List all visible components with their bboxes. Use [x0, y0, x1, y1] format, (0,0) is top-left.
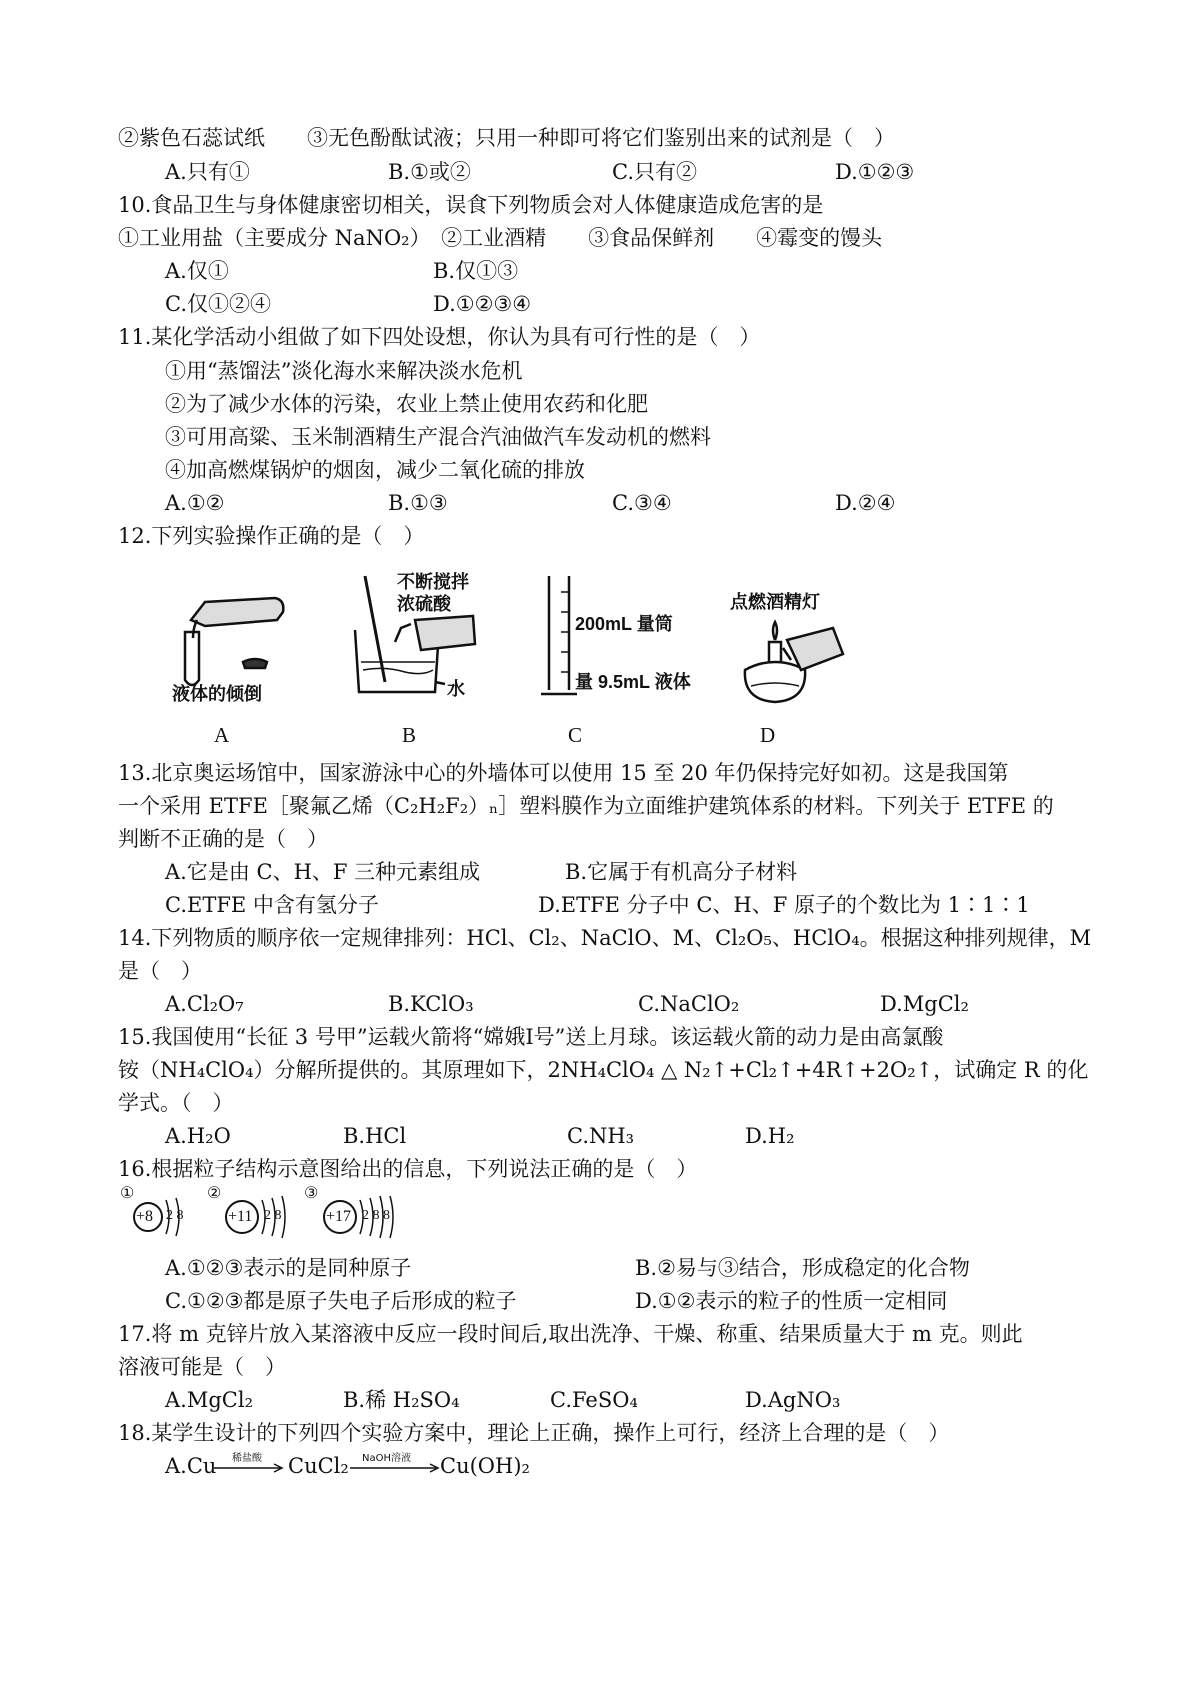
q10-option-a: A.仅①: [165, 259, 229, 283]
atom-2-nucleus: +11: [228, 1208, 253, 1225]
figure-d-lamp: [735, 600, 855, 710]
atom-1-nucleus: +8: [136, 1208, 154, 1225]
q18-a-end: Cu(OH)₂: [440, 1454, 530, 1478]
q15-stem-1: 15.我国使用“长征 3 号甲”运载火箭将“嫦娥Ⅰ号”送上月球。该运载火箭的动力是由高氯酸: [118, 1025, 944, 1049]
q11-option-d: D.②④: [835, 491, 896, 515]
q11-item-3: ③可用高粱、玉米制酒精生产混合汽油做汽车发动机的燃料: [165, 425, 711, 449]
q11-item-2: ②为了减少水体的污染，农业上禁止使用农药和化肥: [165, 392, 648, 416]
q11-option-b: B.①③: [388, 491, 448, 515]
figure-letter-a: A: [214, 723, 230, 747]
q17-option-c: C.FeSO₄: [550, 1388, 638, 1412]
figure-c-caption-cylinder: 200mL 量筒: [575, 614, 673, 634]
atom-3-shells: 2 8 8: [362, 1208, 390, 1223]
q17-option-d: D.AgNO₃: [745, 1388, 841, 1412]
q11-stem: 11.某化学活动小组做了如下四处设想，你认为具有可行性的是（ ）: [118, 325, 761, 349]
q12-stem: 12.下列实验操作正确的是（ ）: [118, 524, 425, 548]
q15-option-c: C.NH₃: [567, 1124, 635, 1148]
q17-stem-2: 溶液可能是（ ）: [118, 1355, 286, 1379]
q18-a-start: A.Cu: [165, 1454, 217, 1478]
q9-option-d: D.①②③: [835, 160, 915, 184]
q17-option-a: A.MgCl₂: [165, 1388, 253, 1412]
q14-option-a: A.Cl₂O₇: [165, 992, 244, 1016]
atom-3-label: ③: [304, 1185, 319, 1202]
figure-b-caption-water: 水: [447, 679, 465, 699]
q14-option-c: C.NaClO₂: [638, 992, 740, 1016]
q9-option-b: B.①或②: [388, 160, 471, 184]
q15-stem-2: 铵（NH₄ClO₄）分解所提供的。其原理如下，2NH₄ClO₄ △ N₂↑+Cl₂↑+4R↑+2O₂↑，试确定 R 的化: [118, 1058, 1089, 1082]
q16-option-d: D.①②表示的粒子的性质一定相同: [635, 1289, 948, 1313]
q18-a-mid: CuCl₂: [288, 1454, 349, 1478]
atom-2-label: ②: [207, 1185, 222, 1202]
q13-stem-1: 13.北京奥运场馆中，国家游泳中心的外墙体可以使用 15 至 20 年仍保持完好如初。这是我国第: [118, 761, 1009, 785]
figure-letter-b: B: [402, 723, 417, 747]
q18-stem: 18.某学生设计的下列四个实验方案中，理论上正确，操作上可行，经济上合理的是（ ）: [118, 1421, 950, 1445]
figure-letter-c: C: [568, 723, 583, 747]
q16-option-c: C.①②③都是原子失电子后形成的粒子: [165, 1289, 517, 1313]
q15-option-b: B.HCl: [343, 1124, 407, 1148]
q18-a-reagent-2: NaOH溶液: [362, 1453, 411, 1464]
q17-stem-1: 17.将 m 克锌片放入某溶液中反应一段时间后,取出洗净、干燥、称重、结果质量大于 m 克。则此: [118, 1322, 1023, 1346]
q11-option-c: C.③④: [612, 491, 672, 515]
q13-option-c: C.ETFE 中含有氢分子: [165, 893, 379, 917]
figure-b-caption-acid: 浓硫酸: [397, 594, 451, 614]
q18-a-arrow-1: [214, 1462, 286, 1474]
q18-a-reagent-1: 稀盐酸: [232, 1453, 262, 1464]
q9-tail: ②紫色石蕊试纸 ③无色酚酞试液；只用一种即可将它们鉴别出来的试剂是（ ）: [118, 126, 895, 150]
q14-option-b: B.KClO₃: [388, 992, 474, 1016]
q10-stem: 10.食品卫生与身体健康密切相关，误食下列物质会对人体健康造成危害的是: [118, 193, 824, 217]
q13-option-a: A.它是由 C、H、F 三种元素组成: [165, 860, 481, 884]
atom-1-label: ①: [120, 1185, 135, 1202]
q9-option-a: A.只有①: [165, 160, 250, 184]
q11-option-a: A.①②: [165, 491, 225, 515]
q13-option-b: B.它属于有机高分子材料: [565, 860, 798, 884]
figure-d-caption: 点燃酒精灯: [730, 592, 820, 612]
atom-2-shells: 2 8: [264, 1208, 282, 1223]
q16-option-a: A.①②③表示的是同种原子: [165, 1256, 412, 1280]
q14-option-d: D.MgCl₂: [880, 992, 969, 1016]
q16-option-b: B.②易与③结合，形成稳定的化合物: [635, 1256, 970, 1280]
q15-option-d: D.H₂: [745, 1124, 795, 1148]
q15-option-a: A.H₂O: [165, 1124, 231, 1148]
q14-stem-1: 14.下列物质的顺序依一定规律排列：HCl、Cl₂、NaClO、M、Cl₂O₅、HClO₄。根据这种排列规律，M: [118, 926, 1092, 950]
q16-stem: 16.根据粒子结构示意图给出的信息，下列说法正确的是（ ）: [118, 1157, 698, 1181]
q10-option-d: D.①②③④: [433, 292, 532, 316]
q15-stem-3: 学式。（ ）: [118, 1091, 234, 1115]
atom-1-shells: 2 8: [166, 1208, 184, 1223]
figure-c-caption-volume: 量 9.5mL 液体: [575, 672, 691, 692]
figure-a-pouring: [165, 580, 305, 695]
q11-item-4: ④加高燃煤锅炉的烟囱，减少二氧化硫的排放: [165, 458, 585, 482]
q11-item-1: ①用“蒸馏法”淡化海水来解决淡水危机: [165, 359, 523, 383]
q13-stem-3: 判断不正确的是（ ）: [118, 827, 328, 851]
q13-stem-2: 一个采用 ETFE［聚氟乙烯（C₂H₂F₂）ₙ］塑料膜作为立面维护建筑体系的材料。下列关于 ETFE 的: [118, 794, 1054, 818]
figure-letter-d: D: [760, 723, 776, 747]
figure-b-caption-stir: 不断搅拌: [397, 572, 469, 592]
q10-option-b: B.仅①③: [433, 259, 519, 283]
q10-items: ①工业用盐（主要成分 NaNO₂） ②工业酒精 ③食品保鲜剂 ④霉变的馒头: [118, 226, 883, 250]
atom-3-nucleus: +17: [326, 1208, 352, 1225]
figure-a-caption: 液体的倾倒: [172, 684, 262, 704]
q14-stem-2: 是（ ）: [118, 959, 202, 983]
q17-option-b: B.稀 H₂SO₄: [343, 1388, 460, 1412]
q9-option-c: C.只有②: [612, 160, 697, 184]
q10-option-c: C.仅①②④: [165, 292, 271, 316]
q13-option-d: D.ETFE 分子中 C、H、F 原子的个数比为 1∶1∶1: [538, 893, 1030, 917]
q18-a-arrow-2: [350, 1462, 442, 1474]
